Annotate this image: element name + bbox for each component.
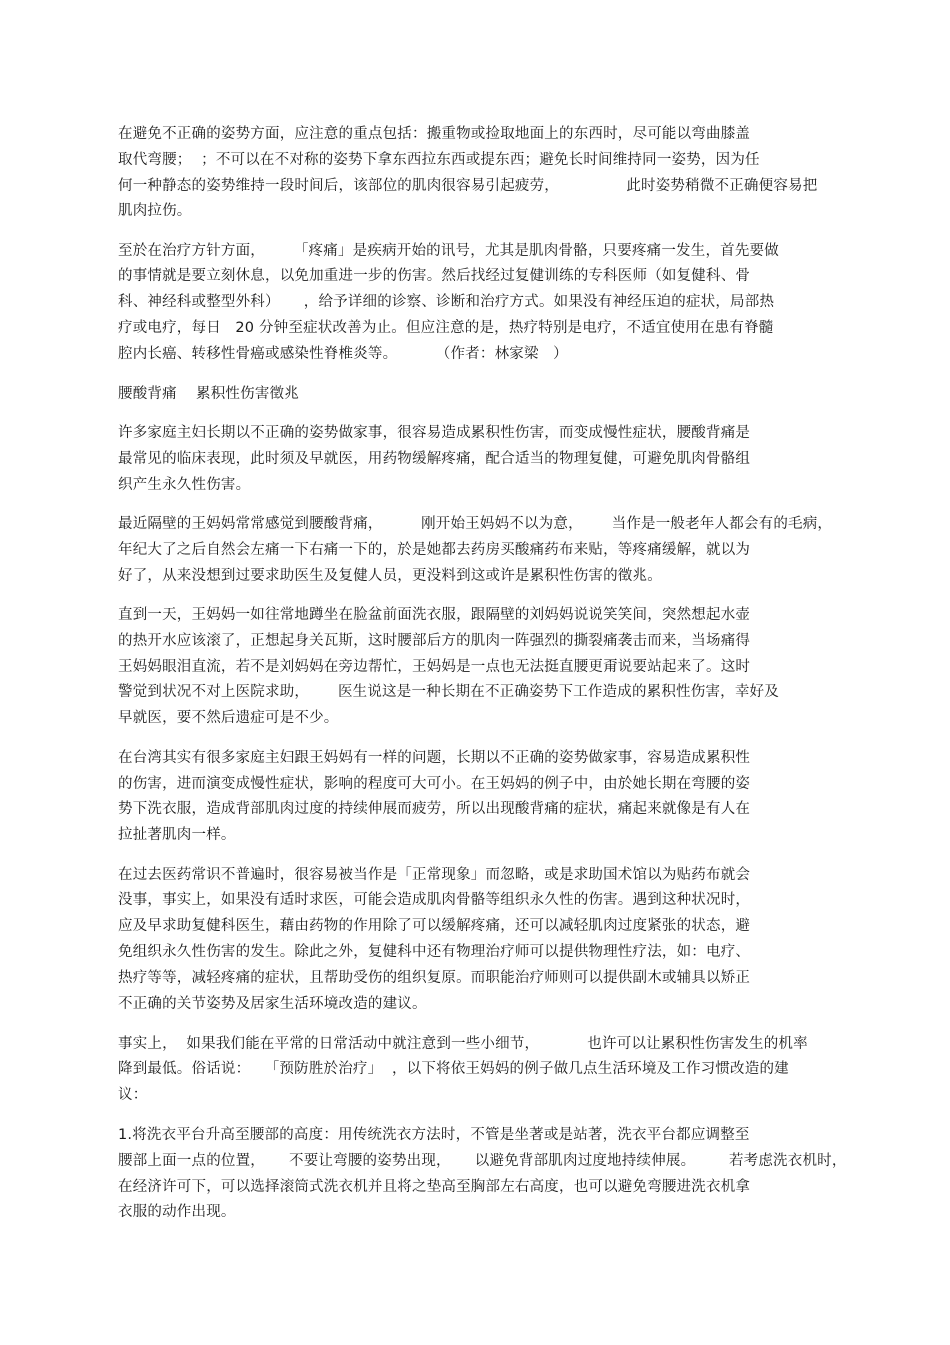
text-line: 腔内长癌、转移性骨癌或感染性脊椎炎等。 （作者：林家梁 ） bbox=[118, 346, 568, 362]
text-line: 腰酸背痛 累积性伤害徵兆 bbox=[118, 386, 299, 402]
text-line: 议： bbox=[118, 1087, 148, 1103]
text-line: 科、神经科或整型外科） ，给予详细的诊察、诊断和治疗方式。如果没有神经压迫的症状，局部热 bbox=[118, 294, 775, 310]
text-line: 许多家庭主妇长期以不正确的姿势做家事，很容易造成累积性伤害，而变成慢性症状，腰酸背痛是 bbox=[118, 425, 751, 441]
text-line: 好了，从来没想到过要求助医生及复健人员，更没料到这或许是累积性伤害的徵兆。 bbox=[118, 568, 662, 584]
text-line: 的伤害，进而演变成慢性症状，影响的程度可大可小。在王妈妈的例子中，由於她长期在弯腰的姿 bbox=[118, 776, 751, 792]
text-line: 事实上， 如果我们能在平常的日常活动中就注意到一些小细节， 也许可以让累积性伤害发生的机率 bbox=[118, 1036, 808, 1052]
text-line: 何一种静态的姿势维持一段时间后，该部位的肌肉很容易引起疲劳， 此时姿势稍微不正确便容易把 bbox=[118, 178, 818, 194]
text-line: 热疗等等，减轻疼痛的症状，且帮助受伤的组织复原。而职能治疗师则可以提供副木或辅具以矫正 bbox=[118, 970, 751, 986]
text-line: 的事情就是要立刻休息，以免加重进一步的伤害。然后找经过复健训练的专科医师（如复健科、骨 bbox=[118, 268, 751, 284]
text-line: 早就医，要不然后遗症可是不少。 bbox=[118, 710, 339, 726]
text-line: 直到一天，王妈妈一如往常地蹲坐在脸盆前面洗衣服，跟隔壁的刘妈妈说说笑笑间，突然想起水壶 bbox=[118, 607, 751, 623]
text-line: 疗或电疗，每日 20 分钟至症状改善为止。但应注意的是，热疗特别是电疗，不适宜使用在患有脊髓 bbox=[118, 320, 774, 336]
text-line: 在台湾其实有很多家庭主妇跟王妈妈有一样的问题，长期以不正确的姿势做家事，容易造成累积性 bbox=[118, 750, 751, 766]
text-line: 腰部上面一点的位置， 不要让弯腰的姿势出现， 以避免背部肌肉过度地持续伸展。 若考虑洗衣机时， bbox=[118, 1153, 847, 1169]
text-line: 免组织永久性伤害的发生。除此之外，复健科中还有物理治疗师可以提供物理性疗法，如：电疗、 bbox=[118, 944, 751, 960]
text-line: 不正确的关节姿势及居家生活环境改造的建议。 bbox=[118, 996, 427, 1012]
text-line: 1.将洗衣平台升高至腰部的高度：用传统洗衣方法时，不管是坐著或是站著，洗衣平台都应调整至 bbox=[118, 1127, 750, 1143]
text-line: 取代弯腰； ；不可以在不对称的姿势下拿东西拉东西或提东西；避免长时间维持同一姿势，因为任 bbox=[118, 152, 760, 168]
text-line: 降到最低。俗话说： 「预防胜於治疗」 ，以下将依王妈妈的例子做几点生活环境及工作习惯改造的建 bbox=[118, 1061, 789, 1077]
text-line: 拉扯著肌肉一样。 bbox=[118, 827, 236, 843]
text-line: 最常见的临床表现，此时须及早就医，用药物缓解疼痛，配合适当的物理复健，可避免肌肉骨骼组 bbox=[118, 451, 751, 467]
text-line: 衣服的动作出现。 bbox=[118, 1204, 236, 1220]
text-line: 年纪大了之后自然会左痛一下右痛一下的，於是她都去药房买酸痛药布来贴，等疼痛缓解，就以为 bbox=[118, 542, 751, 558]
text-line: 肌肉拉伤。 bbox=[118, 203, 192, 219]
text-line: 势下洗衣服，造成背部肌肉过度的持续伸展而疲劳，所以出现酸背痛的症状，痛起来就像是有人在 bbox=[118, 801, 751, 817]
text-line: 的热开水应该滚了，正想起身关瓦斯，这时腰部后方的肌肉一阵强烈的撕裂痛袭击而来，当场痛得 bbox=[118, 633, 751, 649]
text-line: 王妈妈眼泪直流，若不是刘妈妈在旁边帮忙，王妈妈是一点也无法挺直腰更甭说要站起来了。这时 bbox=[118, 659, 751, 675]
text-line: 没事，事实上，如果没有适时求医，可能会造成肌肉骨骼等组织永久性的伤害。遇到这种状况时， bbox=[118, 892, 751, 908]
text-line: 在过去医药常识不普遍时，很容易被当作是「正常现象」而忽略，或是求助国术馆以为贴药布就会 bbox=[118, 867, 751, 883]
text-line: 警觉到状况不对上医院求助， 医生说这是一种长期在不正确姿势下工作造成的累积性伤害，幸好及 bbox=[118, 684, 779, 700]
text-line: 在经济许可下，可以选择滚筒式洗衣机并且将之垫高至胸部左右高度，也可以避免弯腰进洗衣机拿 bbox=[118, 1179, 751, 1195]
text-line: 最近隔壁的王妈妈常常感觉到腰酸背痛， 刚开始王妈妈不以为意， 当作是一般老年人都会有的毛病， bbox=[118, 516, 833, 532]
text-line: 应及早求助复健科医生，藉由药物的作用除了可以缓解疼痛，还可以减轻肌肉过度紧张的状态，避 bbox=[118, 918, 751, 934]
text-line: 织产生永久性伤害。 bbox=[118, 477, 251, 493]
text-line: 至於在治疗方针方面， 「疼痛」是疾病开始的讯号，尤其是肌肉骨骼，只要疼痛一发生，首先要做 bbox=[118, 243, 779, 259]
text-line: 在避免不正确的姿势方面，应注意的重点包括：搬重物或捡取地面上的东西时，尽可能以弯曲膝盖 bbox=[118, 126, 751, 142]
